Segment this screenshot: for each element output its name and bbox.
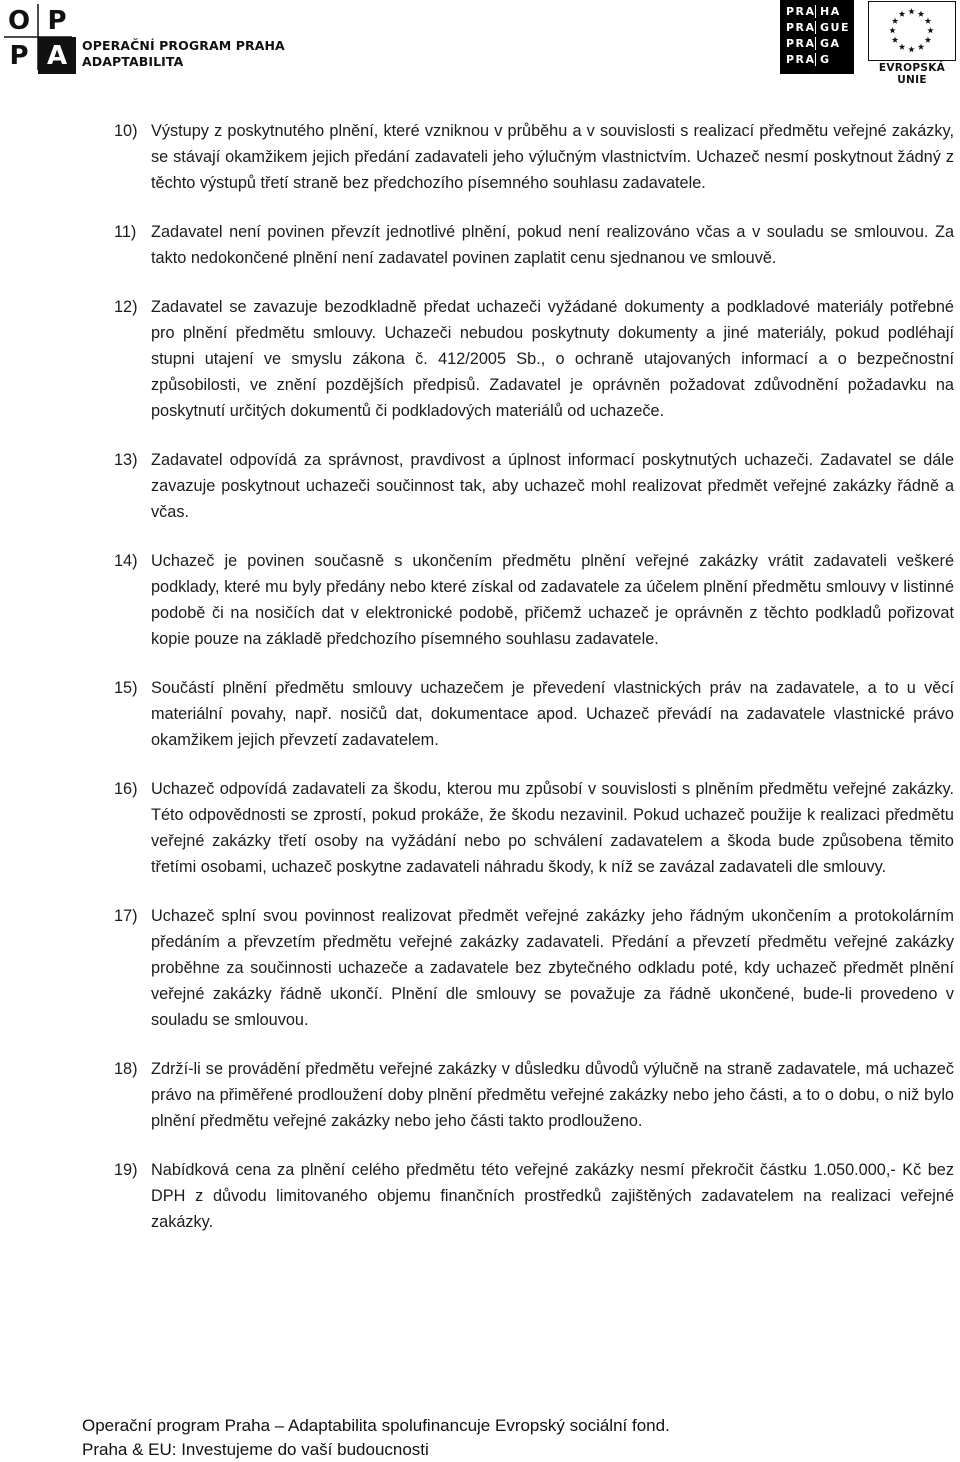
item-number: 17): [114, 907, 138, 925]
eu-star-icon: [892, 37, 898, 43]
page-footer: [82, 1414, 670, 1462]
eu-star-icon: [889, 27, 895, 33]
list-item: [114, 447, 954, 525]
item-number: 14): [114, 552, 138, 570]
item-text: Součástí plnění předmětu smlouvy uchazečem je převedení vlastnických práv na zadavatele, a to u věcí materiální povahy, např. nosičů dat, dokumentace apod. Uchazeč převádí na zadavatele vlastnické právo okamžikem jejich převzetí zadavatelem.: [151, 679, 954, 749]
list-item: [114, 903, 954, 1033]
eu-logo: [864, 0, 960, 86]
praha-cell: PRA: [786, 37, 816, 50]
praha-cell: PRA: [786, 21, 816, 34]
list-item: [114, 118, 954, 196]
opp-letter-p2: P: [9, 41, 29, 71]
eu-star-icon: [918, 44, 924, 50]
praha-logo-grid: [786, 5, 850, 66]
item-text: Výstupy z poskytnutého plnění, které vzniknou v průběhu a v souvislosti s realizací předmětu veřejné zakázky, se stávají okamžikem jejich předání zadavateli jeho výlučným vlastnictvím. Uchazeč nesmí poskytnout žádný z těchto výstupů třetí straně bez předchozího písemného souhlasu zadavatele.: [151, 122, 954, 192]
eu-flag-icon: [868, 1, 956, 61]
list-item: [114, 548, 954, 652]
opp-logo: [0, 0, 76, 74]
item-number: 13): [114, 451, 138, 469]
list-item: [114, 294, 954, 424]
item-text: Uchazeč odpovídá zadavateli za škodu, kterou mu způsobí v souvislosti s plněním předmětu veřejné zakázky. Této odpovědnosti se zprostí, pokud prokáže, že škodu nezavinil. Pokud uchazeč použije k realizaci předmětu veřejné zakázky třetí osoby na vyžádání nebo po schválení zadavatelem a škoda bude způsobena těmito třetími osobami, uchazeč poskytne zadavateli náhradu škody, k níž se zavázal zadavateli dle smlouvy.: [151, 780, 954, 876]
item-text: Nabídková cena za plnění celého předmětu této veřejné zakázky nesmí překročit částku 1.050.000,- Kč bez DPH z důvodu limitovaného objemu finančních prostředků zajištěných zadavatelem na realizaci veřejné zakázky.: [151, 1161, 954, 1231]
eu-star-icon: [925, 37, 931, 43]
document-body: [114, 118, 954, 1258]
eu-star-icon: [892, 18, 898, 24]
item-text: Uchazeč je povinen současně s ukončením předmětu plnění veřejné zakázky vrátit zadavateli veškeré podklady, které mu byly předány nebo které získal od zadavatele za účelem plnění předmětu smlouvy v listinné podobě či na nosičích dat v elektronické podobě, přičemž uchazeč je oprávněn z těchto podkladů pořizovat kopie pouze na základě předchozího písemného souhlasu zadavatele.: [151, 552, 954, 648]
item-number: 11): [114, 223, 137, 241]
eu-star-icon: [927, 27, 933, 33]
eu-label: EVROPSKÁ UNIE: [878, 62, 946, 86]
item-number: 18): [114, 1060, 138, 1078]
item-text: Zadavatel není povinen převzít jednotlivé plnění, pokud není realizováno včas a v souladu se smlouvou. Za takto nedokončené plnění není zadavatel povinen zaplatit cenu sjednanou ve smlouvě.: [151, 223, 954, 267]
opp-letter-a: A: [46, 41, 68, 71]
list-item: [114, 219, 954, 271]
list-item: [114, 1056, 954, 1134]
eu-star-icon: [925, 18, 931, 24]
opp-logo-graphic: [0, 0, 76, 74]
praha-cell: HA: [820, 5, 841, 18]
opp-caption: [82, 38, 285, 70]
list-item: [114, 675, 954, 753]
item-text: Zadavatel se zavazuje bezodkladně předat uchazeči vyžádané dokumenty a podkladové materiály potřebné pro plnění předmětu smlouvy. Uchazeči nebudou poskytnuty dokumenty a jiné materiály, pokud podléhají stupni utajení ve smyslu zákona č. 412/2005 Sb., o ochraně utajovaných informací a o bezpečnostní způsobilosti, ve znění pozdějších předpisů. Zadavatel je oprávněn požadovat zdůvodnění požadavku na poskytnutí určitých dokumentů či podkladových materiálů od uchazeče.: [151, 298, 954, 420]
eu-star-icon: [908, 46, 914, 52]
praha-cell: G: [820, 53, 831, 66]
praha-cell: GA: [820, 37, 841, 50]
praha-cell: PRA: [786, 53, 816, 66]
footer-line-2: Praha & EU: Investujeme do vaší budoucnosti: [82, 1440, 429, 1459]
eu-stars-icon: [869, 2, 954, 59]
opp-program-name: OPERAČNÍ PROGRAM PRAHA: [82, 38, 285, 53]
list-item: [114, 776, 954, 880]
item-text: Zadavatel odpovídá za správnost, pravdivost a úplnost informací poskytnutých uchazeči. Zadavatel se dále zavazuje poskytnout uchazeči součinnost tak, aby uchazeč mohl realizovat předmět veřejné zakázky řádně a včas.: [151, 451, 954, 521]
praha-cell: GUE: [820, 21, 850, 34]
praha-cell: PRA: [786, 5, 816, 18]
item-text: Zdrží-li se provádění předmětu veřejné zakázky v důsledku důvodů výlučně na straně zadavatele, má uchazeč právo na přiměřené prodloužení doby plnění předmětu veřejné zakázky nebo jeho části, a to o dobu, o niž bylo plnění předmětu veřejné zakázky nebo jeho části takto prodlouženo.: [151, 1060, 954, 1130]
item-text: Uchazeč splní svou povinnost realizovat předmět veřejné zakázky jeho řádným ukončením a protokolárním předáním a převzetím předmětu veřejné zakázky zadavateli. Předání a převzetí předmětu veřejné zakázky proběhne za součinnosti uchazeče a zadavatele bez zbytečného odkladu poté, kdy uchazeč předmět plnění veřejné zakázky řádně ukončí. Plnění dle smlouvy se považuje za řádně ukončené, bude-li provedeno v souladu se smlouvou.: [151, 907, 954, 1029]
item-number: 15): [114, 679, 138, 697]
item-number: 10): [114, 122, 138, 140]
opp-letter-o: O: [7, 6, 31, 36]
eu-star-icon: [899, 44, 905, 50]
eu-star-icon: [899, 11, 905, 17]
list-item: [114, 1157, 954, 1235]
opp-program-subtitle: ADAPTABILITA: [82, 54, 184, 69]
eu-star-icon: [918, 11, 924, 17]
praha-logo: [780, 0, 854, 74]
item-number: 16): [114, 780, 138, 798]
footer-line-1: Operační program Praha – Adaptabilita spolufinancuje Evropský sociální fond.: [82, 1416, 670, 1435]
eu-star-icon: [908, 8, 914, 14]
item-number: 19): [114, 1161, 138, 1179]
opp-letter-p1: P: [47, 6, 67, 36]
item-number: 12): [114, 298, 138, 316]
